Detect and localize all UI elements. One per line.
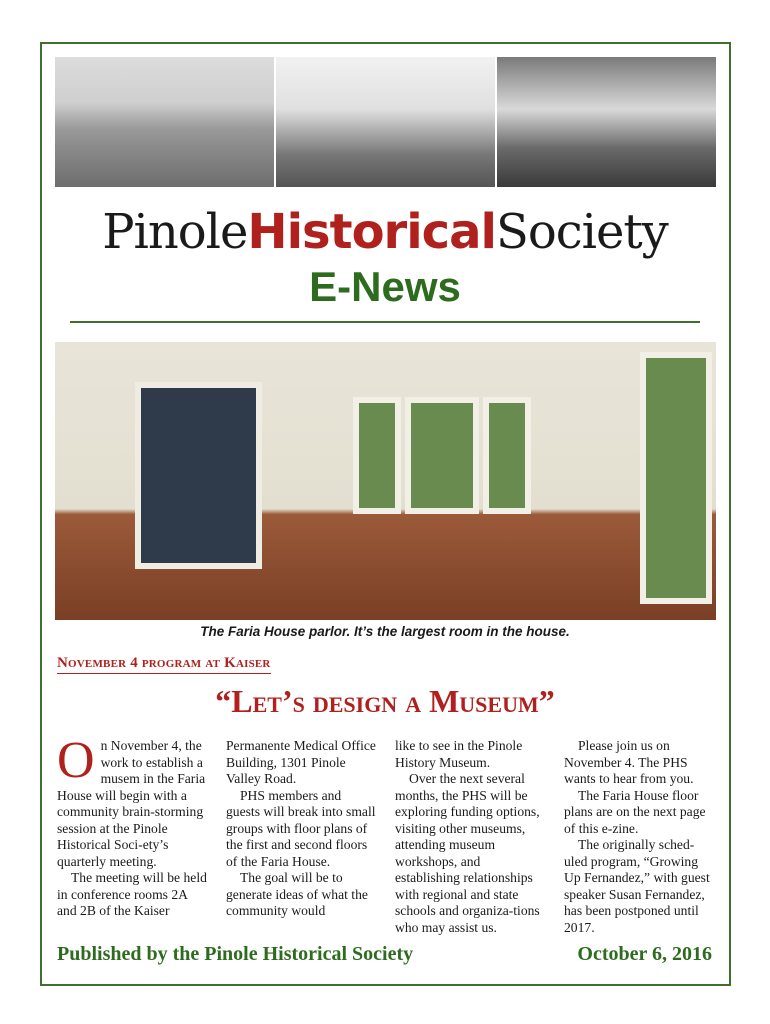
paragraph: The Faria House floor plans are on the next page of this e-zine.: [564, 787, 706, 836]
masthead-title-historical: Historical: [247, 204, 496, 260]
doorway: [135, 382, 262, 569]
drop-cap: O: [57, 732, 95, 789]
historic-photo-house: [276, 57, 495, 187]
historic-photo-horse-wagon: [497, 57, 716, 187]
paragraph: The originally sched-uled program, “Growing Up Fernandez,” with guest speaker Susan Fernandez, has been postponed until 2017.: [564, 837, 710, 935]
window: [353, 397, 401, 514]
article-column-3: [395, 738, 546, 938]
masthead-divider: [70, 321, 700, 323]
article-column-4: [564, 738, 715, 938]
paragraph: PHS members and guests will break into small groups with floor plans of the first and second floors of the Faria House.: [226, 787, 376, 869]
window: [640, 352, 712, 604]
footer-publisher: Published by the Pinole Historical Society: [57, 943, 414, 965]
window: [483, 397, 531, 514]
masthead-subtitle: E-News: [309, 263, 461, 310]
masthead-title-pinole: Pinole: [102, 204, 248, 260]
paragraph: n November 4, the work to establish a musem in the Faria House will begin with a community brain-storming session at the Pinole Historical Soci-ety’s quarterly meeting.: [57, 738, 206, 869]
article-column-1: [57, 732, 208, 938]
photo-caption: The Faria House parlor. It’s the largest room in the house.: [200, 624, 570, 639]
window: [405, 397, 479, 514]
article-body: [57, 732, 715, 938]
article-headline: “Let’s design a Museum”: [215, 683, 555, 719]
paragraph: The goal will be to generate ideas of what the community would: [226, 870, 368, 918]
masthead-title-society: Society: [495, 204, 668, 260]
article-column-2: [226, 738, 377, 938]
historic-photo-strip: [55, 57, 716, 187]
paragraph: Please join us on November 4. The PHS wants to hear from you.: [564, 738, 694, 786]
paragraph: The meeting will be held in conference rooms 2A and 2B of the Kaiser: [57, 870, 207, 918]
paragraph: like to see in the Pinole History Museum.: [395, 738, 523, 770]
faria-house-parlor-photo: [55, 342, 716, 620]
paragraph: Over the next several months, the PHS will be exploring funding options, visiting other museums, attending museum workshops, and establishing relationships with regional and state schools and organiza-tions who may assist us.: [395, 771, 540, 935]
paragraph: Permanente Medical Office Building, 1301 Pinole Valley Road.: [226, 738, 376, 786]
historic-photo-street-parade: [55, 57, 274, 187]
masthead-title: [0, 202, 770, 263]
footer-date: October 6, 2016: [577, 943, 712, 965]
article-kicker: November 4 program at Kaiser: [57, 655, 271, 674]
